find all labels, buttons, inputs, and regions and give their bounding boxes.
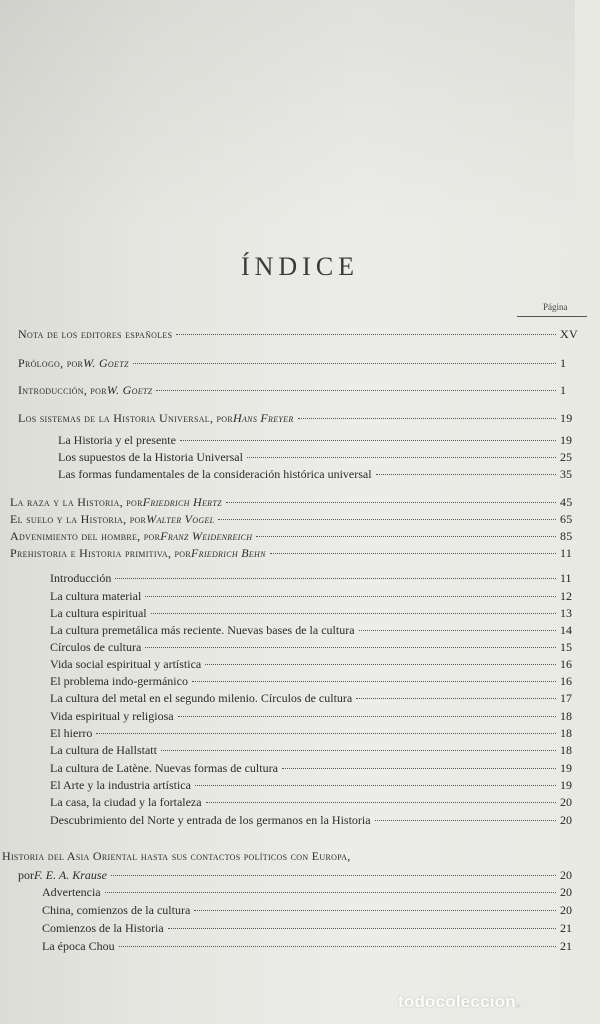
toc-subentry: La cultura material 12 [50,589,572,603]
toc-subentry: Círculos de cultura 15 [50,640,572,654]
toc-subentry: Comienzos de la Historia 21 [42,921,572,935]
toc-subentry: China, comienzos de la cultura 20 [42,903,572,917]
toc-subentry: Advertencia 20 [42,885,572,899]
toc-entry: Introducción, por W. Goetz 1 [18,383,567,397]
toc-entry: La raza y la Historia, por Friedrich Hertz 45 [10,495,573,509]
watermark-logo: todocoleccion. [398,992,521,1011]
page-shadow [0,0,575,230]
toc-entry: Nota de los editores españoles XV [18,327,578,341]
toc-entry: Prehistoria e Historia primitiva, por Friedrich Behn 11 [10,546,573,560]
toc-subentry: Introducción 11 [50,571,572,585]
toc-subentry: El Arte y la industria artística 19 [50,778,572,792]
toc-entry: El suelo y la Historia, por Walter Vogel 65 [10,512,573,526]
toc-entry: Los sistemas de la Historia Universal, por Hans Freyer 19 [18,411,573,425]
toc-subentry: La casa, la ciudad y la fortaleza 20 [50,795,572,809]
toc-subentry: Vida social espiritual y artística 16 [50,657,572,671]
toc-subentry: La época Chou 21 [42,939,572,953]
toc-subentry: La cultura del metal en el segundo milenio. Círculos de cultura 17 [50,691,572,705]
toc-entry: Historia del Asia Oriental hasta sus contactos políticos con Europa, [2,849,351,863]
page-column-rule [517,316,587,317]
toc-subentry: Vida espiritual y religiosa 18 [50,709,572,723]
toc-entry-continuation: por F. E. A. Krause 20 [18,868,572,882]
page-title: ÍNDICE [240,252,360,281]
toc-subentry: La Historia y el presente 19 [58,433,572,447]
toc-subentry: Los supuestos de la Historia Universal 25 [58,450,572,464]
toc-entry: Advenimiento del hombre, por Franz Weidenreich 85 [10,529,573,543]
toc-entry: Prólogo, por W. Goetz 1 [18,356,567,370]
toc-subentry: El problema indo-germánico 16 [50,674,572,688]
toc-subentry: La cultura premetálica más reciente. Nuevas bases de la cultura 14 [50,623,572,637]
toc-subentry: La cultura de Hallstatt 18 [50,743,572,757]
page-column-label: Página [543,302,568,312]
toc-subentry: La cultura espiritual 13 [50,606,572,620]
toc-subentry: La cultura de Latène. Nuevas formas de cultura 19 [50,761,572,775]
toc-subentry: Descubrimiento del Norte y entrada de los germanos en la Historia 20 [50,813,572,827]
toc-subentry: El hierro 18 [50,726,572,740]
toc-subentry: Las formas fundamentales de la consideración histórica universal 35 [58,467,572,481]
